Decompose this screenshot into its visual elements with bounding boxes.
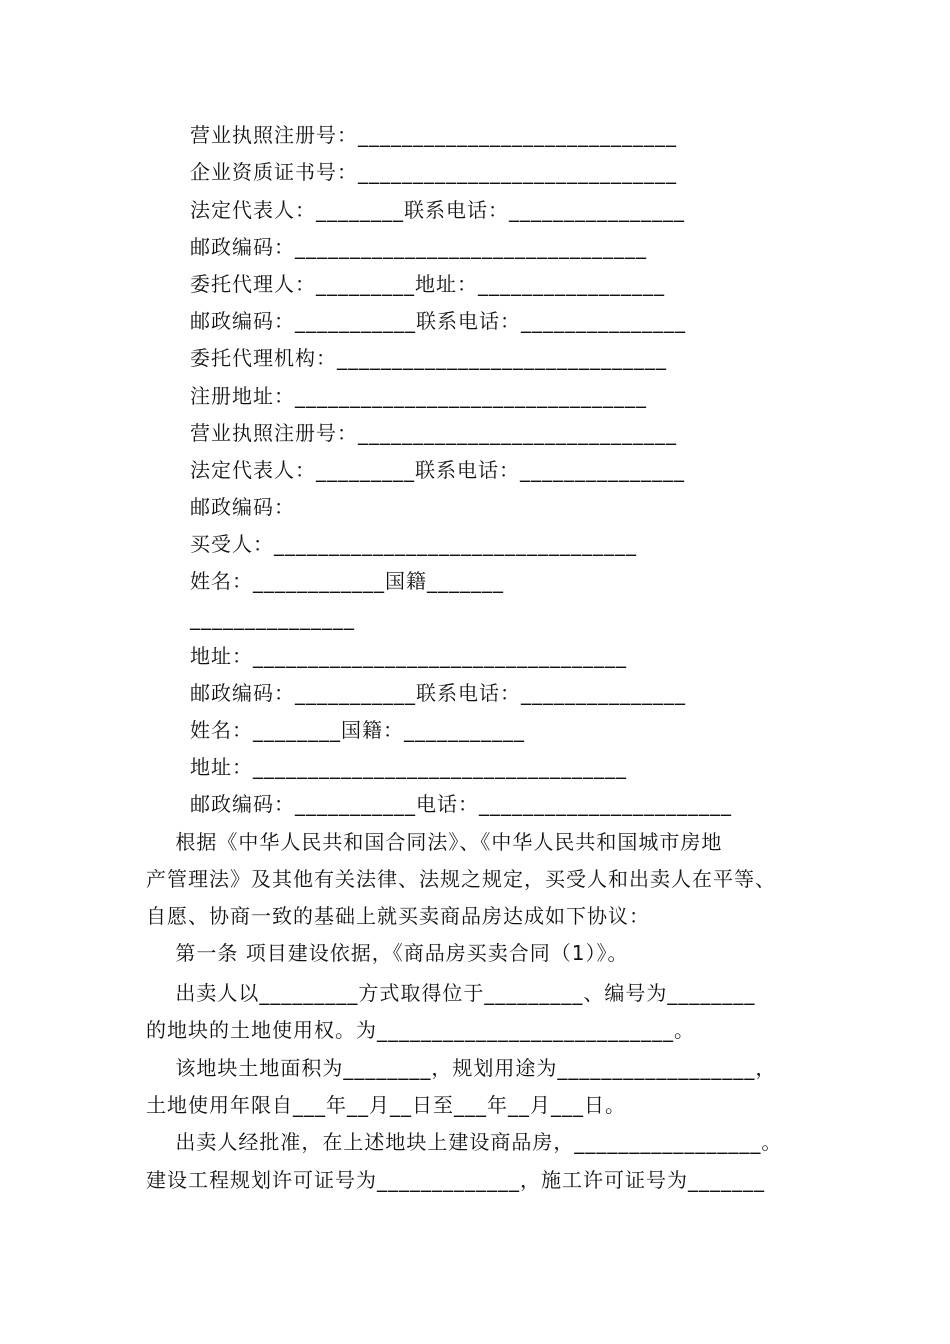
form-line-agency: 委托代理机构：______________________________ xyxy=(190,346,667,370)
form-line-postcode-5: 邮政编码：___________电话：_______________________ xyxy=(190,792,732,816)
form-line-postcode-3: 邮政编码： xyxy=(190,495,295,519)
form-line-legal-rep-1: 法定代表人：________联系电话：________________ xyxy=(190,198,685,222)
body-line-1: 根据《中华人民共和国合同法》、《中华人民共和国城市房地 xyxy=(146,830,723,854)
form-line-license-no-2: 营业执照注册号：_____________________________ xyxy=(190,421,677,445)
body-line-8: 土地使用年限自___年__月__日至___年__月___日。 xyxy=(146,1093,626,1117)
body-line-10: 建设工程规划许可证号为_____________，施工许可证号为_______ xyxy=(146,1168,765,1192)
body-line-5: 出卖人以_________方式取得位于_________、编号为________ xyxy=(146,981,756,1005)
form-line-agent: 委托代理人：_________地址：_________________ xyxy=(190,272,665,296)
form-line-postcode-2: 邮政编码：___________联系电话：_______________ xyxy=(190,309,686,333)
body-line-3: 自愿、协商一致的基础上就买卖商品房达成如下协议： xyxy=(146,904,650,928)
form-line-legal-rep-2: 法定代表人：_________联系电话：_______________ xyxy=(190,458,685,482)
form-line-qualification-no: 企业资质证书号：_____________________________ xyxy=(190,160,677,184)
form-line-license-no-1: 营业执照注册号：_____________________________ xyxy=(190,123,677,147)
body-line-6: 的地块的土地使用权。为___________________________。 xyxy=(146,1018,695,1042)
form-line-postcode-4: 邮政编码：___________联系电话：_______________ xyxy=(190,681,686,705)
body-line-9: 出卖人经批准，在上述地块上建设商品房，_________________。 xyxy=(146,1130,783,1154)
body-line-7: 该地块土地面积为________，规划用途为__________________， xyxy=(146,1056,777,1080)
body-line-article-1: 第一条 项目建设依据，《商品房买卖合同（1）》。 xyxy=(146,941,629,965)
form-line-name-2: 姓名：________国籍：___________ xyxy=(190,718,525,742)
form-line-address-2: 地址：__________________________________ xyxy=(190,755,627,779)
form-line-blank: _______________ xyxy=(190,606,355,630)
form-line-name-1: 姓名：____________国籍_______ xyxy=(190,569,504,593)
form-line-buyer: 买受人：_________________________________ xyxy=(190,532,637,556)
body-line-2: 产管理法》及其他有关法律、法规之规定，买受人和出卖人在平等、 xyxy=(146,867,776,891)
form-line-postcode-1: 邮政编码：________________________________ xyxy=(190,235,647,259)
form-line-address-1: 地址：__________________________________ xyxy=(190,644,627,668)
form-line-reg-address: 注册地址：________________________________ xyxy=(190,384,647,408)
